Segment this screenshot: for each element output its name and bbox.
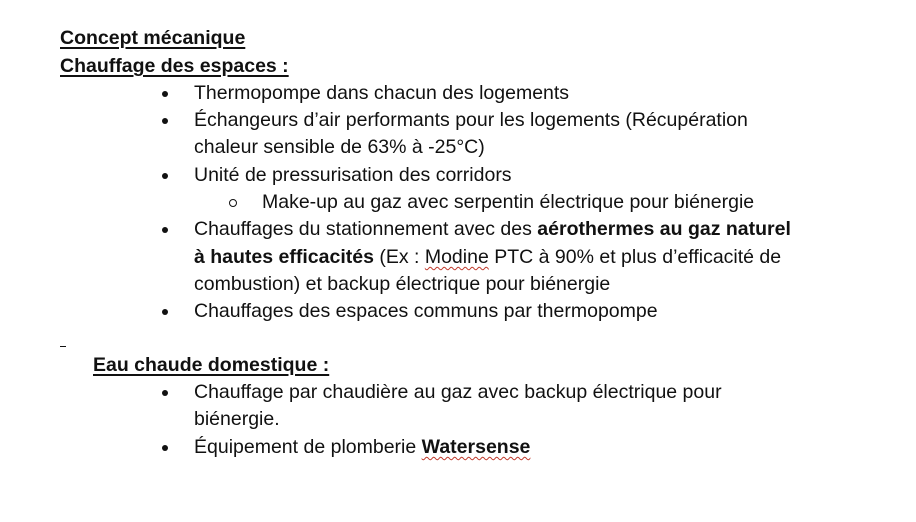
- list-item-air-exchangers-line2: chaleur sensible de 63% à -25°C): [194, 136, 485, 158]
- document-title: Concept mécanique: [60, 27, 246, 49]
- parking-text-regular: Chauffages du stationnement avec des: [194, 218, 538, 240]
- bullet-disc: [160, 162, 170, 189]
- spellcheck-flagged-bold-word[interactable]: Watersense: [421, 436, 531, 458]
- list-item-heat-pump: Thermopompe dans chacun des logements: [194, 82, 570, 104]
- bullet-disc: [160, 216, 170, 243]
- parking-example-suffix: PTC à 90% et plus d’efficacité de: [488, 246, 782, 268]
- plumbing-text-regular: Équipement de plomberie: [194, 436, 422, 458]
- bullet-disc: [160, 80, 170, 107]
- spellcheck-flagged-word[interactable]: Modine: [424, 246, 489, 268]
- section-heading-domestic-hot-water: Eau chaude domestique :: [93, 354, 330, 376]
- list-item-plumbing-equipment: [194, 434, 530, 461]
- list-item-air-exchangers-line1: Échangeurs d’air performants pour les logements (Récupération: [194, 109, 748, 131]
- stray-underline-mark: [60, 346, 66, 347]
- list-item-boiler-line2: biénergie.: [194, 408, 280, 430]
- list-item-parking-heating-line2: [194, 244, 781, 271]
- bullet-disc: [160, 107, 170, 134]
- sub-list-item-makeup-gas: Make-up au gaz avec serpentin électrique pour biénergie: [262, 191, 755, 213]
- bullet-disc: [160, 379, 170, 406]
- section-heading-space-heating: Chauffage des espaces :: [60, 55, 289, 77]
- list-item-corridor-pressurization: Unité de pressurisation des corridors: [194, 164, 512, 186]
- parking-text-bold: aérothermes au gaz naturel: [537, 218, 791, 240]
- list-item-parking-heating-line3: combustion) et backup électrique pour biénergie: [194, 273, 611, 295]
- list-item-parking-heating-line1: [194, 216, 791, 243]
- bullet-disc: [160, 434, 170, 461]
- list-item-common-areas: Chauffages des espaces communs par thermopompe: [194, 300, 658, 322]
- bullet-circle: [228, 189, 238, 216]
- parking-example-prefix: (Ex :: [373, 246, 425, 268]
- list-item-boiler-line1: Chauffage par chaudière au gaz avec backup électrique pour: [194, 381, 722, 403]
- parking-efficiency-bold: à hautes efficacités: [194, 246, 374, 268]
- bullet-disc: [160, 298, 170, 325]
